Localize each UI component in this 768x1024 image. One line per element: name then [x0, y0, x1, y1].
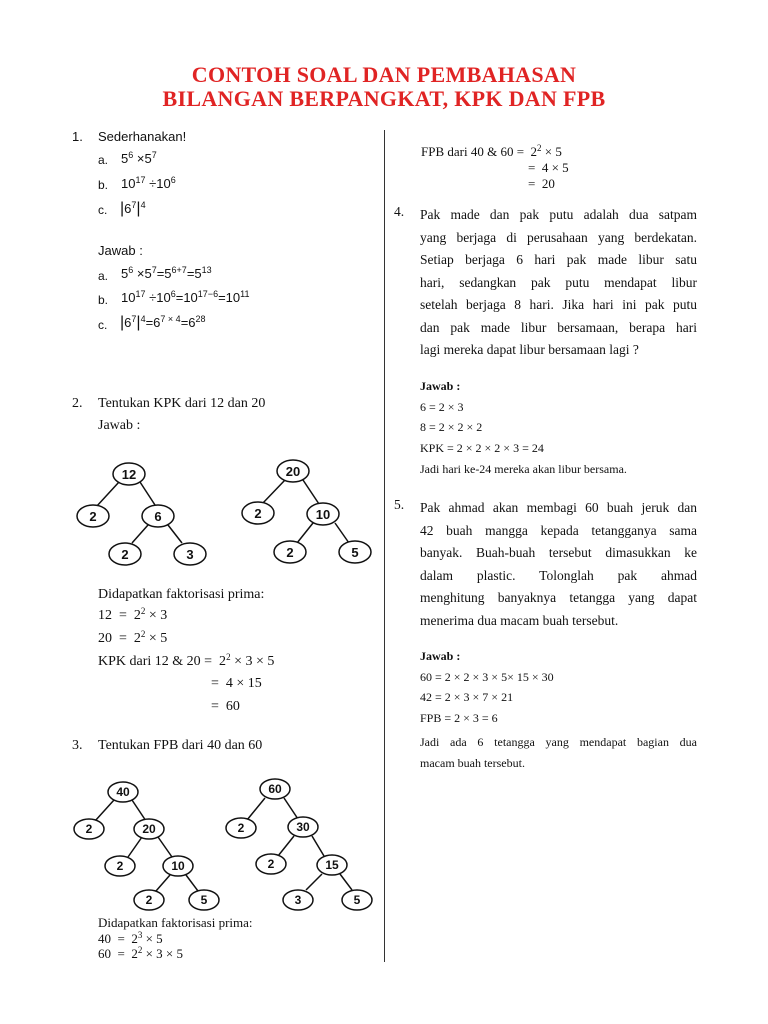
tree40-r1: 20 [142, 822, 156, 836]
q5-line-6: menerima dua macam buah tersebut. [420, 612, 619, 628]
q4-answer-2: 8 = 2 × 2 × 2 [420, 420, 483, 434]
q1-ans-b-label: b. [98, 293, 109, 307]
q1-ans-c-label: c. [98, 318, 108, 332]
q2-kpk-line: KPK dari 12 & $20 = 2^2 \times 3 \times 5$ [98, 652, 275, 669]
q2-fact-20: $20 = 2^2 \times 5$ [98, 629, 168, 646]
q1-prompt: Sederhanakan! [98, 129, 187, 144]
fpb-step2: = 4 × 5 [528, 160, 569, 175]
tree60-l3: 3 [294, 893, 302, 907]
fpb-step3: = 20 [528, 176, 555, 191]
q5-conclusion-line-1: Jadi ada 6 tetangga yang mendapat bagian dua [420, 735, 697, 749]
q2-fact-12: $12 = 2^2 \times 3$ [98, 606, 168, 623]
q2-number: 2. [72, 396, 83, 411]
tree20-l1: 2 [254, 506, 262, 521]
q4-answer-4: Jadi hari ke-24 mereka akan libur bersama. [420, 462, 627, 476]
q5-answer-1: 60 = 2 × 2 × 3 × 5× 15 × 30 [420, 670, 554, 684]
tree20-r2: 5 [351, 545, 359, 560]
tree60-r2: 15 [325, 858, 339, 872]
factor-tree-60 [220, 770, 385, 920]
q4-answer-1: 6 = 2 × 3 [420, 400, 464, 414]
q1-ans-a-label: a. [98, 269, 109, 283]
title-line-2: BILANGAN BERPANGKAT, KPK DAN FPB [162, 86, 606, 111]
q5-number: 5. [394, 497, 405, 512]
q3-number: 3. [72, 738, 83, 753]
tree40-root: 40 [116, 785, 130, 799]
tree12-l2: 2 [121, 547, 129, 562]
q1-item-b-expr: $10^{17} \div 10^6$ [121, 175, 176, 191]
q1-item-c-label: c. [98, 203, 108, 217]
q4-line-4: hari, sedangkan pak putu mendapat libur [420, 274, 697, 290]
q1-ans-c-expr: $|6^7|^4=6^{7 \times 4}=6^{28}$ [120, 314, 206, 331]
q2-kpk-step2: = 4 × 15 [211, 676, 262, 691]
q1-answer-label: Jawab : [98, 243, 143, 258]
tree40-l3: 2 [145, 893, 153, 907]
q5-line-2: 42 buah mangga kepada tetangganya sama [420, 522, 697, 538]
q5-answer-label: Jawab : [420, 649, 461, 663]
tree60-l2: 2 [267, 857, 275, 871]
tree40-r2: 10 [171, 859, 185, 873]
q2-answer-label: Jawab : [98, 418, 141, 433]
q4-text [420, 204, 697, 362]
q1-item-a-expr: $5^6 \times 5^7$ [121, 150, 157, 166]
tree60-root: 60 [268, 782, 282, 796]
q5-line-5: menghitung banyaknya tetangga yang dapat [420, 590, 697, 605]
q4-answer-3: KPK = 2 × 2 × 2 × 3 = 24 [420, 441, 544, 455]
tree20-r1: 10 [315, 507, 331, 522]
q2-kpk-step3: = 60 [211, 699, 240, 714]
q3-fact-40: $40 = 2^3 \times 5$ [98, 930, 163, 946]
title-line-1: CONTOH SOAL DAN PEMBAHASAN [191, 62, 577, 87]
tree40-l1: 2 [85, 822, 93, 836]
q4-number: 4. [394, 204, 405, 219]
q5-conclusion [420, 732, 697, 774]
q1-item-a-label: a. [98, 153, 109, 167]
tree12-r1: 6 [154, 509, 162, 524]
tree20-root: 20 [285, 464, 301, 479]
tree60-r3: 5 [353, 893, 361, 907]
q3-prompt: Tentukan FPB dari 40 dan 60 [98, 738, 263, 753]
q4-line-3: Setiap berjaga 6 hari pak made libur satu [420, 252, 697, 267]
q5-conclusion-line-2: macam buah tersebut. [420, 756, 525, 770]
q5-answer-2: 42 = 2 × 3 × 7 × 21 [420, 690, 514, 704]
factor-tree-40 [70, 775, 230, 920]
fpb-line: FPB dari 40 & $60 = 2^2 \times 5$ [421, 143, 562, 159]
tree12-root: 12 [121, 467, 137, 482]
q4-line-2: yang berjaga di perusahaan yang berdekatan. [420, 229, 697, 245]
tree60-l1: 2 [237, 821, 245, 835]
q4-line-5: setelah berjaga 8 hari. Jika hari ini pak putu [420, 297, 697, 312]
q1-item-c-expr: $|6^7|^4$ [120, 200, 146, 217]
factor-tree-20 [235, 455, 385, 575]
q1-ans-a-expr: $5^6 \times 5^7=5^{6+7}=5^{13}$ [121, 265, 212, 281]
q5-line-1: Pak ahmad akan membagi 60 buah jeruk dan [420, 500, 697, 515]
q5-answer-3: FPB = 2 × 3 = 6 [420, 711, 498, 725]
tree12-r2: 3 [186, 547, 194, 562]
q5-text [420, 497, 697, 632]
q1-number: 1. [72, 129, 83, 144]
q4-line-6: dan pak made libur bersamaan, berapa hari [420, 319, 697, 335]
q5-line-3: banyak. Buah-buah tersebut dimasukkan ke [420, 545, 697, 560]
q5-line-4: dalam plastic. Tolonglah pak ahmad [420, 567, 697, 583]
q1-ans-b-expr: $10^{17} \div 10^6=10^{17-6}=10^{11}$ [121, 289, 250, 305]
tree12-l1: 2 [89, 509, 97, 524]
q4-answer-label: Jawab : [420, 379, 461, 393]
tree40-r3: 5 [200, 893, 208, 907]
tree60-r1: 30 [296, 820, 310, 834]
q3-fact-label: Didapatkan faktorisasi prima: [98, 915, 253, 930]
q2-fact-label: Didapatkan faktorisasi prima: [98, 587, 265, 602]
tree20-l2: 2 [286, 545, 294, 560]
q4-line-1: Pak made dan pak putu adalah dua satpam [420, 207, 697, 222]
q4-line-7: lagi mereka dapat libur bersamaan lagi ? [420, 342, 639, 357]
tree40-l2: 2 [116, 859, 124, 873]
q3-fact-60: $60 = 2^2 \times 3 \times 5$ [98, 945, 184, 961]
q1-item-b-label: b. [98, 178, 109, 192]
q2-prompt: Tentukan KPK dari 12 dan 20 [98, 396, 266, 411]
factor-tree-12 [70, 455, 220, 575]
